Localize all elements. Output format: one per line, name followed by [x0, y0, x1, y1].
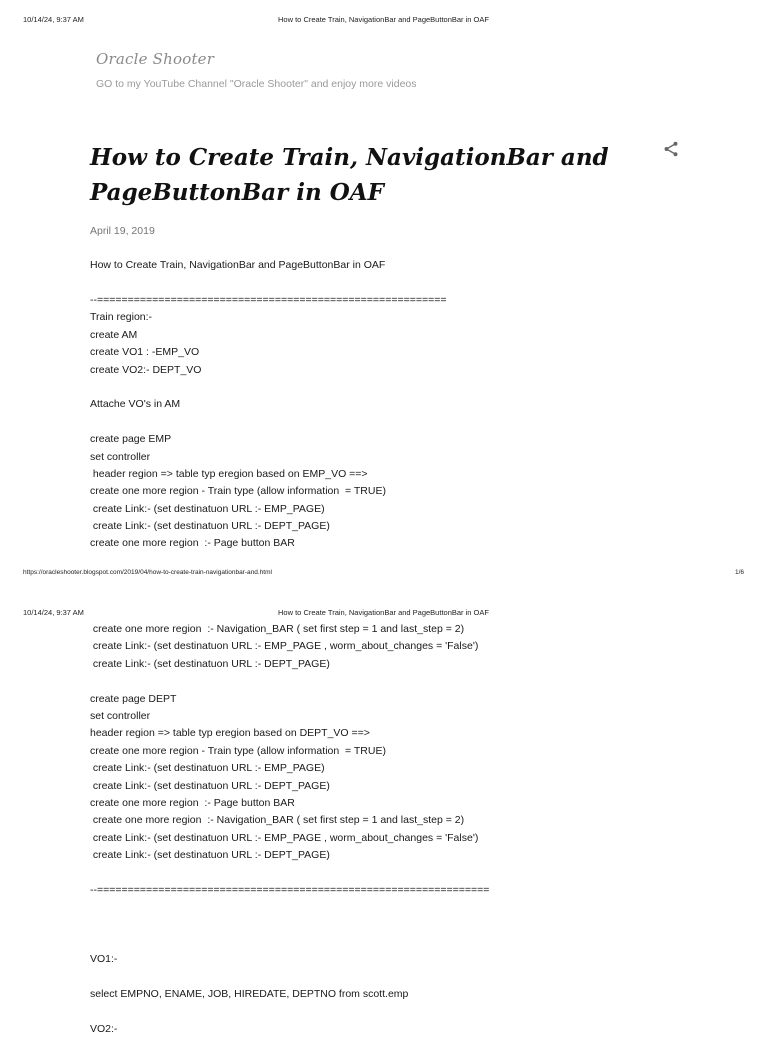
- body-line: [90, 379, 447, 396]
- body-line: [90, 969, 489, 986]
- post-title-line2: PageButtonBar in OAF: [90, 179, 384, 206]
- body-line: create page DEPT: [90, 692, 177, 705]
- body-line: create one more region :- Navigation_BAR ( set first step = 1 and last_step = 2): [90, 623, 465, 635]
- post-body-page2: [90, 621, 489, 1038]
- body-line: [90, 414, 447, 431]
- share-icon[interactable]: [662, 140, 680, 158]
- body-line: header region => table typ eregion based on EMP_VO ==>: [90, 467, 368, 480]
- body-line: create Link:- (set destinatuon URL :- EMP_PAGE): [90, 502, 325, 515]
- body-line: Attache VO's in AM: [90, 398, 181, 411]
- body-line: [90, 899, 489, 916]
- body-line: create Link:- (set destinatuon URL :- EMP_PAGE , worm_about_changes = 'False'): [90, 640, 479, 653]
- print-url: https://oracleshooter.blogspot.com/2019/04/how-to-create-train-navigationbar-and.html: [23, 569, 272, 576]
- body-line: VO1:-: [90, 953, 118, 966]
- body-line: create one more region :- Page button BAR: [90, 796, 295, 809]
- body-line: header region => table typ eregion based on DEPT_VO ==>: [90, 727, 370, 740]
- print-header-page1: [23, 15, 744, 27]
- body-line: [90, 1004, 489, 1021]
- body-line: create Link:- (set destinatuon URL :- EMP_PAGE): [90, 762, 325, 775]
- print-page-number: 1/6: [734, 569, 744, 576]
- body-line: create Link:- (set destinatuon URL :- DEPT_PAGE): [90, 657, 330, 670]
- post-body-page1: [90, 292, 447, 553]
- body-line: create one more region :- Page button BAR: [90, 537, 295, 550]
- body-line: create Link:- (set destinatuon URL :- DEPT_PAGE): [90, 779, 330, 792]
- body-line: [90, 864, 489, 881]
- body-line: create page EMP: [90, 433, 172, 446]
- body-line: create Link:- (set destinatuon URL :- EMP_PAGE , worm_about_changes = 'False'): [90, 831, 479, 844]
- body-line: select EMPNO, ENAME, JOB, HIREDATE, DEPTNO from scott.emp: [90, 988, 409, 1001]
- print-datetime: 10/14/24, 9:37 AM: [23, 15, 84, 24]
- print-doc-title: How to Create Train, NavigationBar and PageButtonBar in OAF: [278, 15, 489, 24]
- body-line: create AM: [90, 328, 138, 341]
- body-line: [90, 673, 489, 690]
- body-line: --================================================================: [90, 883, 490, 896]
- body-line: create VO2:- DEPT_VO: [90, 363, 202, 376]
- post-title-line1: How to Create Train, NavigationBar and: [90, 144, 609, 171]
- print-datetime: 10/14/24, 9:37 AM: [23, 608, 84, 617]
- body-line: VO2:-: [90, 1022, 118, 1035]
- body-line: set controller: [90, 450, 151, 463]
- body-line: create one more region :- Navigation_BAR ( set first step = 1 and last_step = 2): [90, 814, 465, 827]
- body-line: create Link:- (set destinatuon URL :- DEPT_PAGE): [90, 520, 330, 533]
- body-line: Train region:-: [90, 311, 153, 324]
- print-header-page2: [23, 608, 744, 620]
- body-line: set controller: [90, 709, 151, 722]
- body-line: create VO1 : -EMP_VO: [90, 346, 200, 359]
- post-intro-text: How to Create Train, NavigationBar and PageButtonBar in OAF: [90, 259, 386, 271]
- body-line: create one more region - Train type (allow information = TRUE): [90, 744, 386, 757]
- blog-title[interactable]: Oracle Shooter: [96, 50, 215, 68]
- body-line: create Link:- (set destinatuon URL :- DEPT_PAGE): [90, 849, 330, 862]
- body-line: --=========================================================: [90, 294, 447, 306]
- post-intro: [90, 257, 385, 274]
- blog-description: GO to my YouTube Channel "Oracle Shooter" and enjoy more videos: [96, 78, 417, 90]
- print-doc-title: How to Create Train, NavigationBar and PageButtonBar in OAF: [278, 608, 489, 617]
- post-title: [90, 140, 610, 210]
- body-line: [90, 917, 489, 934]
- post-date[interactable]: April 19, 2019: [90, 225, 155, 237]
- body-line: [90, 934, 489, 951]
- body-line: create one more region - Train type (allow information = TRUE): [90, 485, 386, 498]
